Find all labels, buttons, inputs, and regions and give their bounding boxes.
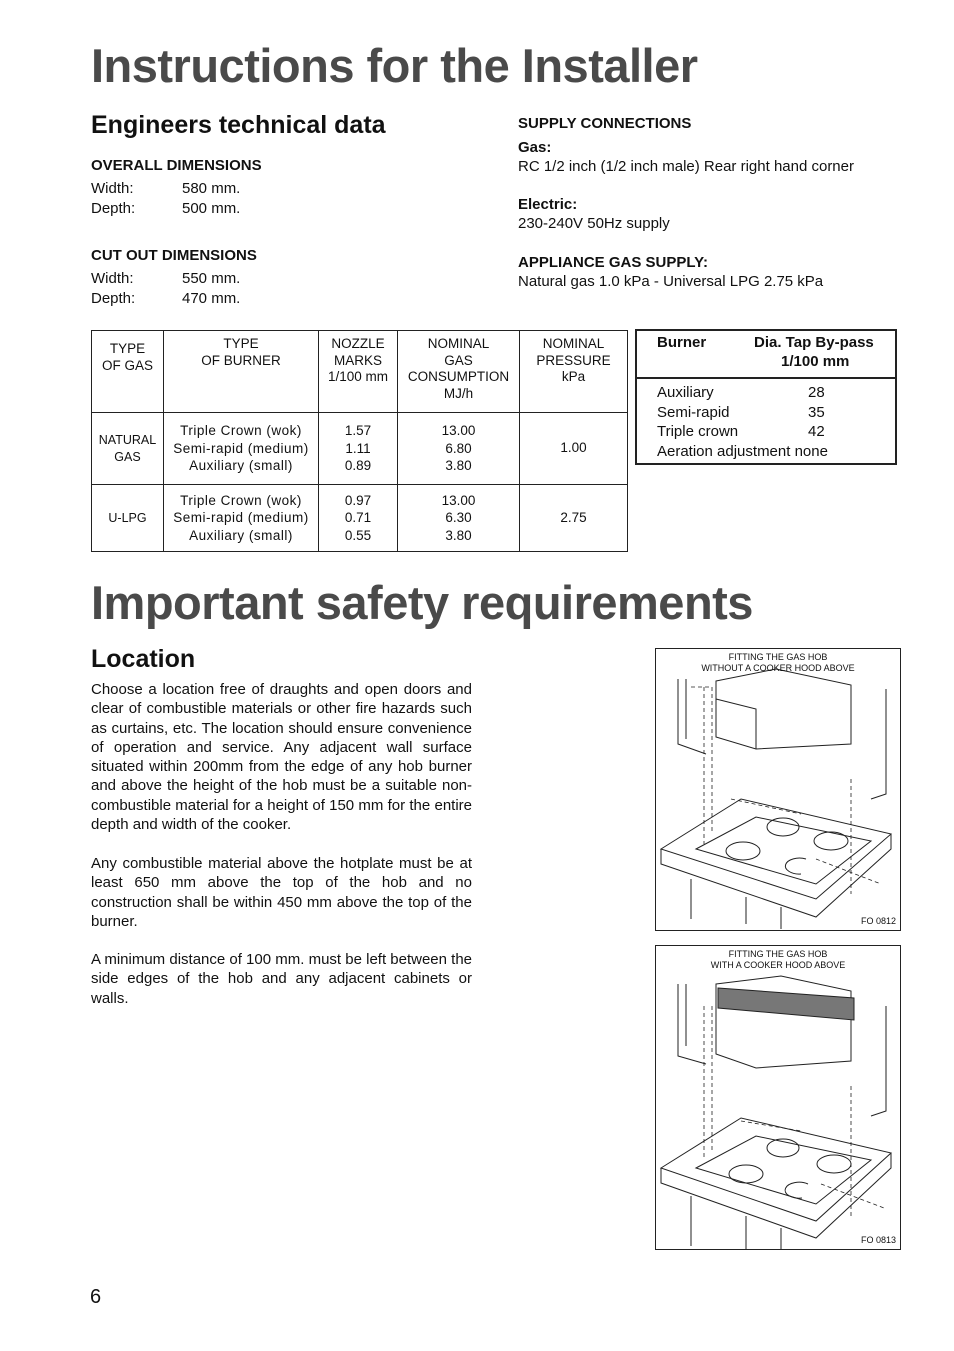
paragraph-text: A minimum distance of 100 mm. must be left between the side edges of the hob and any adjacent cabinets or walls. [91, 951, 473, 1007]
dim-value: 500 mm. [182, 200, 241, 217]
cutout-depth-row [91, 290, 240, 310]
cell-line: U-LPG [108, 510, 147, 525]
location-paragraph-2 [91, 854, 472, 931]
cutout-dimensions [91, 270, 240, 310]
bypass-row [657, 423, 895, 443]
cell-line: Triple Crown (wok) [180, 423, 302, 439]
header-nominal-pressure [520, 331, 628, 413]
page-number: 6 [90, 1286, 102, 1308]
bypass-body [637, 379, 895, 462]
cell-gas-type [92, 413, 164, 485]
bypass-col-burner: Burner [657, 334, 707, 351]
table-header-row [92, 331, 628, 413]
cutout-dimensions-caption: CUT OUT DIMENSIONS [91, 247, 257, 264]
gas-label: Gas: [518, 139, 552, 156]
dim-label: Depth: [91, 290, 136, 307]
header-line: kPa [561, 369, 586, 384]
bypass-value: 42 [808, 423, 825, 440]
cell-line: 3.80 [445, 527, 472, 543]
cell-line: 0.89 [344, 458, 372, 474]
cell-line: Auxiliary (small) [189, 527, 293, 543]
header-line: PRESSURE [536, 352, 611, 368]
cell-line: GAS [114, 449, 141, 464]
header-line: NOMINAL [427, 336, 490, 351]
overall-depth-row [91, 200, 240, 220]
figure-title-line: FITTING THE GAS HOB [728, 949, 828, 959]
cell-burners [164, 485, 319, 552]
dim-label: Width: [91, 270, 134, 287]
header-line: CONSUMPTION [407, 369, 510, 384]
cell-pressure: 1.00 [520, 413, 628, 485]
header-line: NOZZLE [331, 336, 385, 351]
overall-dimensions [91, 180, 240, 220]
figure-hob-without-hood [655, 648, 901, 931]
bypass-row [657, 384, 895, 404]
cell-line: NATURAL [98, 433, 157, 447]
cell-nozzles [319, 413, 398, 485]
dim-value: 580 mm. [182, 180, 241, 197]
cell-burners [164, 413, 319, 485]
bypass-value: 28 [808, 384, 825, 401]
cell-line: 13.00 [441, 423, 476, 439]
header-line: GAS [444, 352, 473, 368]
supply-caption: SUPPLY CONNECTIONS [518, 115, 692, 132]
figure-title-line: WITH A COOKER HOOD ABOVE [710, 960, 846, 970]
bypass-burner: Semi-rapid [657, 403, 730, 421]
cell-line: 0.71 [344, 510, 372, 526]
bypass-table [635, 329, 897, 465]
hob-with-hood-drawing [656, 946, 900, 1249]
gas-data-table [91, 330, 628, 552]
overall-width-row [91, 180, 240, 200]
cell-consumption [398, 485, 520, 552]
paragraph-text: Choose a location free of draughts and open doors and clear of combustible materials or other fire hazards such as curtains, etc. The location should ensure convenience of operation and service. Any adjacent wall surface situated within 200mm from the edge of any hob burner and above the height of the hob must be a suitable non-combustible material for a height of 150 mm for the entire depth and width of the cooker. [91, 681, 472, 834]
table-row [92, 413, 628, 485]
hob-without-hood-drawing [656, 649, 900, 930]
appliance-gas-caption: APPLIANCE GAS SUPPLY: [518, 254, 709, 271]
dim-label: Depth: [91, 200, 136, 217]
tech-heading: Engineers technical data [91, 111, 386, 139]
cell-line: Semi-rapid (medium) [173, 510, 309, 526]
dim-value: 550 mm. [182, 270, 241, 287]
header-line: 1/100 mm [327, 369, 389, 384]
figure-code: FO 0812 [860, 916, 896, 926]
header-line: MARKS [333, 352, 382, 368]
bypass-value: 35 [808, 403, 825, 421]
bypass-col-dia-line1: Dia. Tap By-pass [754, 334, 874, 351]
header-line: NOMINAL [542, 336, 605, 351]
header-line: OF BURNER [201, 352, 281, 368]
figure-code: FO 0813 [860, 1235, 896, 1245]
cell-consumption [398, 413, 520, 485]
location-heading: Location [91, 645, 196, 673]
cutout-width-row [91, 270, 240, 290]
figure-hob-with-hood [655, 945, 901, 1250]
cell-line: 3.80 [445, 458, 472, 474]
paragraph-text: Any combustible material above the hotplate must be at least 650 mm above the top of the hob and no construction shall be within 450 mm above the top of the burner. [91, 855, 472, 930]
bypass-header [637, 331, 895, 379]
cell-line: 0.55 [344, 527, 372, 543]
header-line: MJ/h [443, 385, 474, 401]
bypass-col-dia-line2: 1/100 mm [781, 353, 850, 370]
bypass-row [657, 404, 895, 424]
cell-line: 6.80 [445, 440, 472, 456]
cell-line: Triple Crown (wok) [180, 492, 302, 508]
header-type-of-burner [164, 331, 319, 413]
cell-line: 0.97 [344, 492, 372, 508]
bypass-note: Aeration adjustment none [657, 442, 828, 460]
bypass-burner: Triple crown [657, 423, 739, 440]
figure-title [656, 949, 900, 971]
safety-title: Important safety requirements [91, 576, 753, 629]
dim-value: 470 mm. [182, 290, 241, 307]
table-row [92, 485, 628, 552]
header-line: OF GAS [101, 357, 153, 373]
figure-title-line: FITTING THE GAS HOB [728, 652, 828, 662]
cell-line: 6.30 [445, 510, 472, 526]
cell-line: 1.57 [344, 423, 372, 439]
header-nozzle-marks [319, 331, 398, 413]
header-line: TYPE [223, 336, 259, 351]
cell-gas-type [92, 485, 164, 552]
figure-title [656, 652, 900, 674]
cell-line: 13.00 [441, 492, 476, 508]
header-nominal-consumption [398, 331, 520, 413]
cell-nozzles [319, 485, 398, 552]
location-paragraph-3 [91, 950, 472, 1008]
electric-label: Electric: [518, 196, 578, 213]
header-type-of-gas [92, 331, 164, 413]
cell-line: Semi-rapid (medium) [173, 440, 309, 456]
header-line: TYPE [109, 341, 146, 356]
overall-dimensions-caption: OVERALL DIMENSIONS [91, 157, 262, 174]
gas-text: RC 1/2 inch (1/2 inch male) Rear right hand corner [518, 158, 854, 175]
cell-pressure: 2.75 [520, 485, 628, 552]
bypass-burner: Auxiliary [657, 384, 714, 401]
electric-text: 230-240V 50Hz supply [518, 215, 670, 232]
dim-label: Width: [91, 180, 134, 197]
appliance-gas-text: Natural gas 1.0 kPa - Universal LPG 2.75 kPa [518, 273, 824, 290]
cell-line: Auxiliary (small) [189, 458, 293, 474]
figure-title-line: WITHOUT A COOKER HOOD ABOVE [701, 663, 855, 673]
cell-line: 1.11 [345, 440, 371, 456]
page-title: Instructions for the Installer [91, 39, 698, 92]
location-paragraph-1 [91, 680, 472, 834]
